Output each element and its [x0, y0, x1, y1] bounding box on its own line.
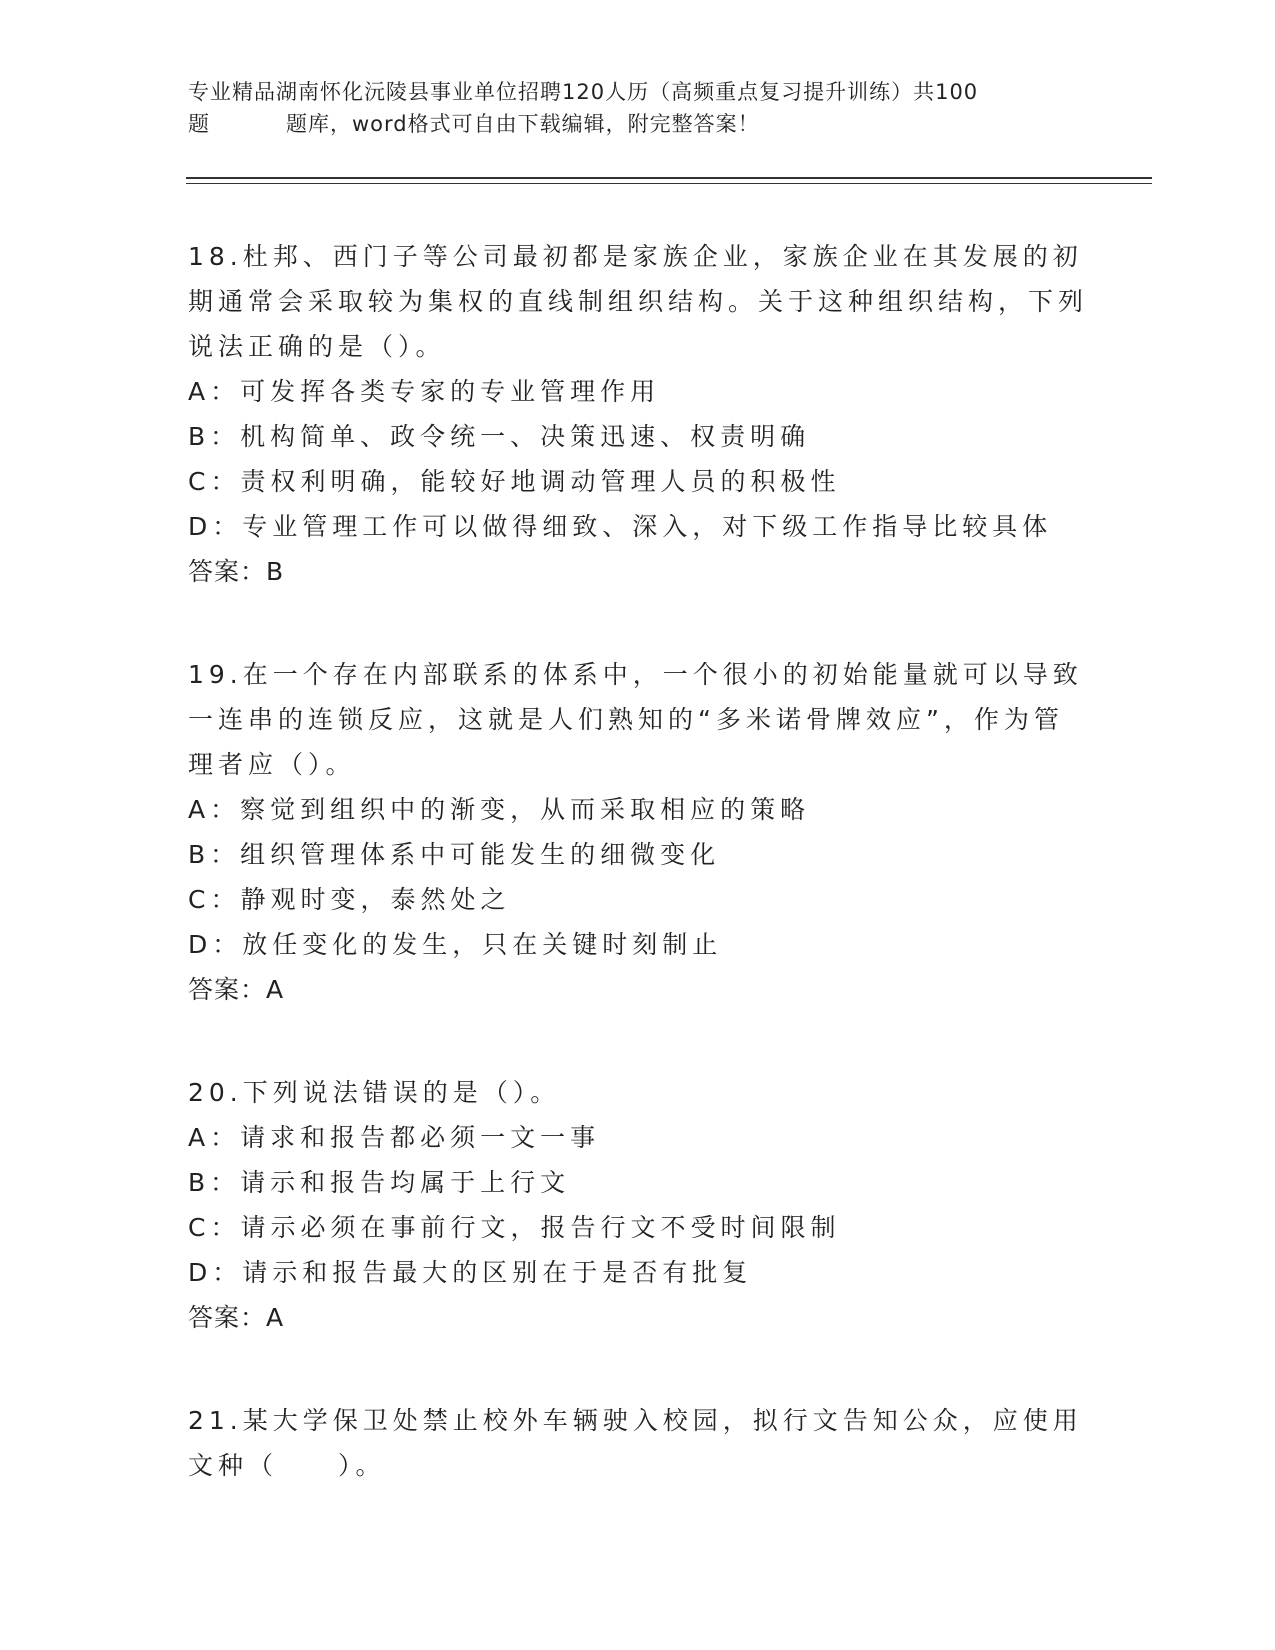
header-divider-thin: [186, 183, 1152, 184]
option-a: A：可发挥各类专家的专业管理作用: [188, 377, 661, 406]
answer: 答案：B: [188, 557, 285, 586]
option-d: D：请示和报告最大的区别在于是否有批复: [188, 1258, 753, 1287]
option-b: B：组织管理体系中可能发生的细微变化: [188, 840, 721, 869]
answer: 答案：A: [188, 1303, 285, 1332]
question-21: [188, 1398, 1088, 1488]
answer: 答案：A: [188, 975, 285, 1004]
question-18: [188, 234, 1088, 594]
header-title-line2: [188, 108, 1088, 140]
header-title-line2-right: 题库，word格式可自由下载编辑，附完整答案！: [286, 112, 760, 136]
option-c: C：静观时变，泰然处之: [188, 885, 511, 914]
question-text: 19.在一个存在内部联系的体系中，一个很小的初始能量就可以导致一连串的连锁反应，这就是人们熟知的“多米诺骨牌效应”，作为管理者应（）。: [188, 660, 1083, 779]
option-d: D：放任变化的发生，只在关键时刻制止: [188, 930, 723, 959]
option-c: C：请示必须在事前行文，报告行文不受时间限制: [188, 1213, 841, 1242]
option-c: C：责权利明确，能较好地调动管理人员的积极性: [188, 467, 841, 496]
option-b: B：请示和报告均属于上行文: [188, 1168, 571, 1197]
header-divider-thick: [186, 177, 1152, 179]
option-d: D：专业管理工作可以做得细致、深入，对下级工作指导比较具体: [188, 512, 1053, 541]
question-text: 18.杜邦、西门子等公司最初都是家族企业，家族企业在其发展的初期通常会采取较为集权的直线制组织结构。关于这种组织结构，下列说法正确的是（）。: [188, 242, 1089, 361]
header-title-line2-left: 题: [188, 112, 210, 136]
page-header: [188, 76, 1088, 140]
option-b: B：机构简单、政令统一、决策迅速、权责明确: [188, 422, 811, 451]
question-20: [188, 1070, 1088, 1340]
option-a: A：察觉到组织中的渐变，从而采取相应的策略: [188, 795, 811, 824]
question-text: 21.某大学保卫处禁止校外车辆驶入校园，拟行文告知公众，应使用文种（ ）。: [188, 1406, 1083, 1480]
question-text: 20.下列说法错误的是（）。: [188, 1078, 561, 1107]
option-a: A：请求和报告都必须一文一事: [188, 1123, 601, 1152]
question-list: [188, 234, 1088, 1546]
header-title-line1: 专业精品湖南怀化沅陵县事业单位招聘120人历（高频重点复习提升训练）共100: [188, 80, 979, 104]
question-19: [188, 652, 1088, 1012]
